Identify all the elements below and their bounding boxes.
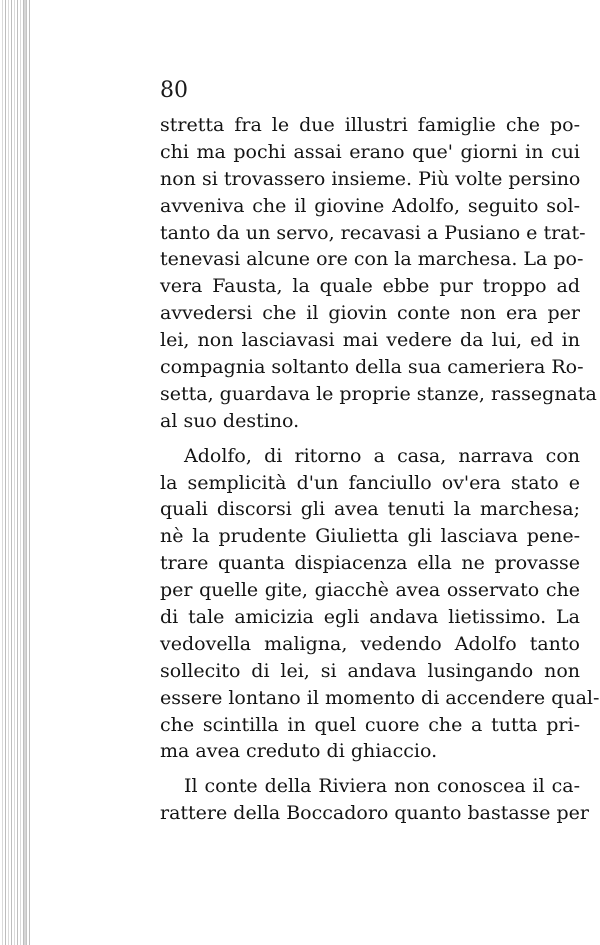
text-line: non si trovassero insieme. Più volte persino [160, 167, 581, 190]
text-line: rattere della Boccadoro quanto bastasse per [160, 802, 589, 825]
paragraph-1 [160, 112, 597, 435]
text-line: chi ma pochi assai erano que' giorni in cui [160, 140, 580, 163]
page-gutter-edge [0, 0, 30, 945]
text-line: compagnia soltanto della sua cameriera Ro- [160, 356, 584, 379]
page-number: 80 [160, 78, 188, 103]
text-line: avveniva che il giovine Adolfo, seguito sol- [160, 194, 580, 217]
body-text [160, 112, 600, 827]
paragraph-2 [160, 443, 600, 766]
text-line: avvedersi che il giovin conte non era per [160, 302, 580, 325]
text-line: la semplicità d'un fanciullo ov'era stato e [160, 471, 580, 494]
text-line: che scintilla in quel cuore che a tutta pri- [160, 713, 580, 736]
text-line: essere lontano il momento di accendere qual- [160, 686, 600, 709]
text-line: sollecito di lei, si andava lusingando non [160, 659, 580, 682]
text-line: Adolfo, di ritorno a casa, narrava con [184, 444, 580, 467]
text-line: setta, guardava le proprie stanze, rassegnata [160, 382, 597, 405]
text-line: tanto da un servo, recavasi a Pusiano e trat- [160, 221, 586, 244]
text-line: nè la prudente Giulietta gli lasciava pene- [160, 525, 580, 548]
text-line: al suo destino. [160, 409, 300, 432]
text-line: stretta fra le due illustri famiglie che po- [160, 114, 580, 136]
text-line: trare quanta dispiacenza ella ne provasse [160, 552, 580, 575]
text-line: di tale amicizia egli andava lietissimo. La [160, 606, 580, 629]
text-line: vedovella maligna, vedendo Adolfo tanto [160, 632, 580, 655]
text-line: vera Fausta, la quale ebbe pur troppo ad [160, 275, 580, 298]
text-line: ma avea creduto di ghiaccio. [160, 740, 438, 763]
text-line: quali discorsi gli avea tenuti la marchesa; [160, 498, 580, 521]
text-line: Il conte della Riviera non conoscea il ca- [184, 775, 580, 798]
text-line: tenevasi alcune ore con la marchesa. La po- [160, 248, 584, 271]
paragraph-3 [160, 773, 589, 827]
text-line: lei, non lasciavasi mai vedere da lui, ed in [160, 329, 580, 352]
text-line: per quelle gite, giacchè avea osservato che [160, 579, 580, 602]
